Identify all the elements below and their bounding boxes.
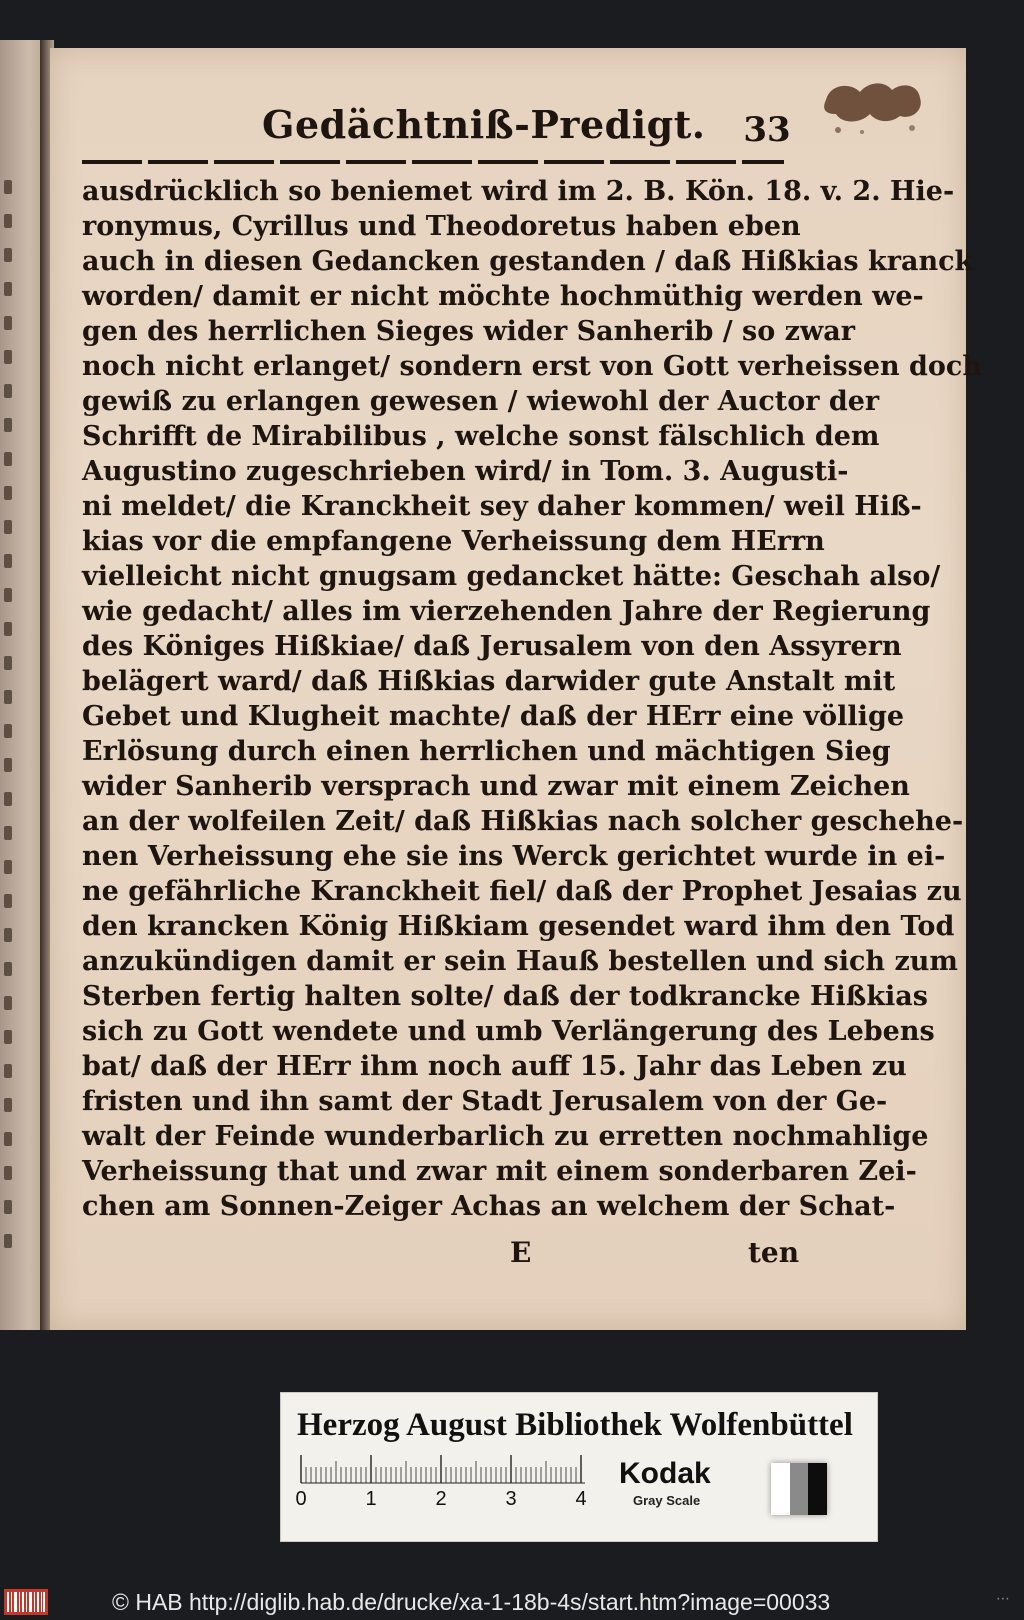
adjacent-page-text-fragment [4,316,12,330]
adjacent-page-text-fragment [4,1234,12,1248]
adjacent-page-text-fragment [4,1030,12,1044]
adjacent-page-text-fragment [4,1166,12,1180]
adjacent-page-text-fragment [4,588,12,602]
page-header [0,98,1024,158]
adjacent-page-text-fragment [4,656,12,670]
ruler-number: 4 [575,1488,587,1510]
running-title: Gedächtniß-Predigt. [262,102,706,147]
more-icon[interactable]: ⋯ [996,1591,1010,1607]
adjacent-page-text-fragment [4,520,12,534]
adjacent-page-text-fragment [4,1064,12,1078]
text-line: Erlösung durch einen herrlichen und mächtigen Sieg [82,736,891,767]
adjacent-page-text-fragment [4,350,12,364]
text-line: noch nicht erlanget/ sondern erst von Gott verheissen doch [82,351,983,382]
adjacent-page-text-fragment [4,758,12,772]
library-name: Herzog August Bibliothek Wolfenbüttel [297,1407,853,1443]
text-line: Gebet und Klugheit machte/ daß der HErr eine völlige [82,701,904,732]
text-line: kias vor die empfangene Verheissung dem HErrn [82,526,825,557]
adjacent-page-text-fragment [4,418,12,432]
body-text [82,174,983,1224]
gray-scale-patches [771,1463,827,1515]
adjacent-page-text-fragment [4,826,12,840]
text-line: chen am Sonnen-Zeiger Achas an welchem der Schat- [82,1191,896,1222]
text-line: gewiß zu erlangen gewesen / wiewohl der Auctor der [82,386,880,417]
white-patch [771,1463,790,1515]
adjacent-page-text-fragment [4,214,12,228]
source-url[interactable]: © HAB http://diglib.hab.de/drucke/xa-1-18b-4s/start.htm?image=00033 [112,1589,831,1615]
catchword: ten [748,1236,800,1269]
ruler-number: 0 [295,1488,307,1510]
text-line: worden/ damit er nicht möchte hochmüthig werden we- [82,281,924,312]
adjacent-page-text-fragment [4,996,12,1010]
adjacent-page-text-fragment [4,1098,12,1112]
kodak-logo: Kodak [619,1457,711,1490]
text-line: des Königes Hißkiae/ daß Jerusalem von den Assyrern [82,631,902,662]
text-line: ausdrücklich so beniemet wird im 2. B. Kön. 18. v. 2. Hie- [82,176,955,207]
text-line: gen des herrlichen Sieges wider Sanherib / so zwar [82,316,855,347]
adjacent-page-text-fragment [4,622,12,636]
text-line: nen Verheissung ehe sie ins Werck gerichtet wurde in ei- [82,841,946,872]
adjacent-page-text-fragment [4,724,12,738]
adjacent-page-text-fragment [4,248,12,262]
text-line: walt der Feinde wunderbarlich zu erretten nochmahlige [82,1121,929,1152]
text-line: fristen und ihn samt der Stadt Jerusalem von der Ge- [82,1086,888,1117]
gray-scale-label: Gray Scale [633,1493,701,1508]
adjacent-page-text-fragment [4,180,12,194]
adjacent-page-text-fragment [4,962,12,976]
adjacent-page-text-fragment [4,1132,12,1146]
library-label [280,1392,878,1542]
gray-patch [790,1463,809,1515]
text-line: belägert ward/ daß Hißkias darwider gute Anstalt mit [82,666,896,697]
adjacent-page-text-fragment [4,452,12,466]
header-rule [82,160,784,164]
page-number: 33 [743,110,791,150]
text-line: an der wolfeilen Zeit/ daß Hißkias nach solcher geschehe- [82,806,964,837]
text-line: ronymus, Cyrillus und Theodoretus haben eben [82,211,801,242]
barcode-icon [4,1589,48,1615]
text-line: wie gedacht/ alles im vierzehenden Jahre der Regierung [82,596,931,627]
text-line: bat/ daß der HErr ihm noch auff 15. Jahr das Leben zu [82,1051,907,1082]
text-line: wider Sanherib versprach und zwar mit einem Zeichen [82,771,910,802]
text-line: vielleicht nicht gnugsam gedancket hätte: Geschah also/ [82,561,941,592]
adjacent-page-text-fragment [4,1200,12,1214]
text-line: Schrifft de Mirabilibus , welche sonst fälschlich dem [82,421,880,452]
adjacent-page-text-fragment [4,792,12,806]
text-line: den krancken König Hißkiam gesendet ward ihm den Tod [82,911,955,942]
ruler-number: 3 [505,1488,517,1510]
text-line: Sterben fertig halten solte/ daß der todkrancke Hißkias [82,981,928,1012]
text-line: sich zu Gott wendete und umb Verlängerung des Lebens [82,1016,935,1047]
black-patch [808,1463,827,1515]
text-line: ne gefährliche Kranckheit fiel/ daß der Prophet Jesaias zu [82,876,962,907]
scale-ruler [297,1453,587,1509]
signature-mark: E [510,1236,532,1269]
adjacent-page-text-fragment [4,690,12,704]
text-line: anzukündigen damit er sein Hauß bestellen und sich zum [82,946,958,977]
ruler-number: 1 [365,1488,377,1510]
adjacent-page-text-fragment [4,554,12,568]
adjacent-page-text-fragment [4,486,12,500]
text-line: auch in diesen Gedancken gestanden / daß Hißkias kranck [82,246,974,277]
text-line: Verheissung that und zwar mit einem sonderbaren Zei- [82,1156,917,1187]
url-bar [0,1585,1024,1620]
adjacent-page-text-fragment [4,282,12,296]
adjacent-page-text-fragment [4,860,12,874]
text-line: Augustino zugeschrieben wird/ in Tom. 3. Augusti- [82,456,849,487]
adjacent-page-text-fragment [4,894,12,908]
text-line: ni meldet/ die Kranckheit sey daher kommen/ weil Hiß- [82,491,922,522]
ruler-number: 2 [435,1488,447,1510]
adjacent-page-text-fragment [4,384,12,398]
adjacent-page-text-fragment [4,928,12,942]
